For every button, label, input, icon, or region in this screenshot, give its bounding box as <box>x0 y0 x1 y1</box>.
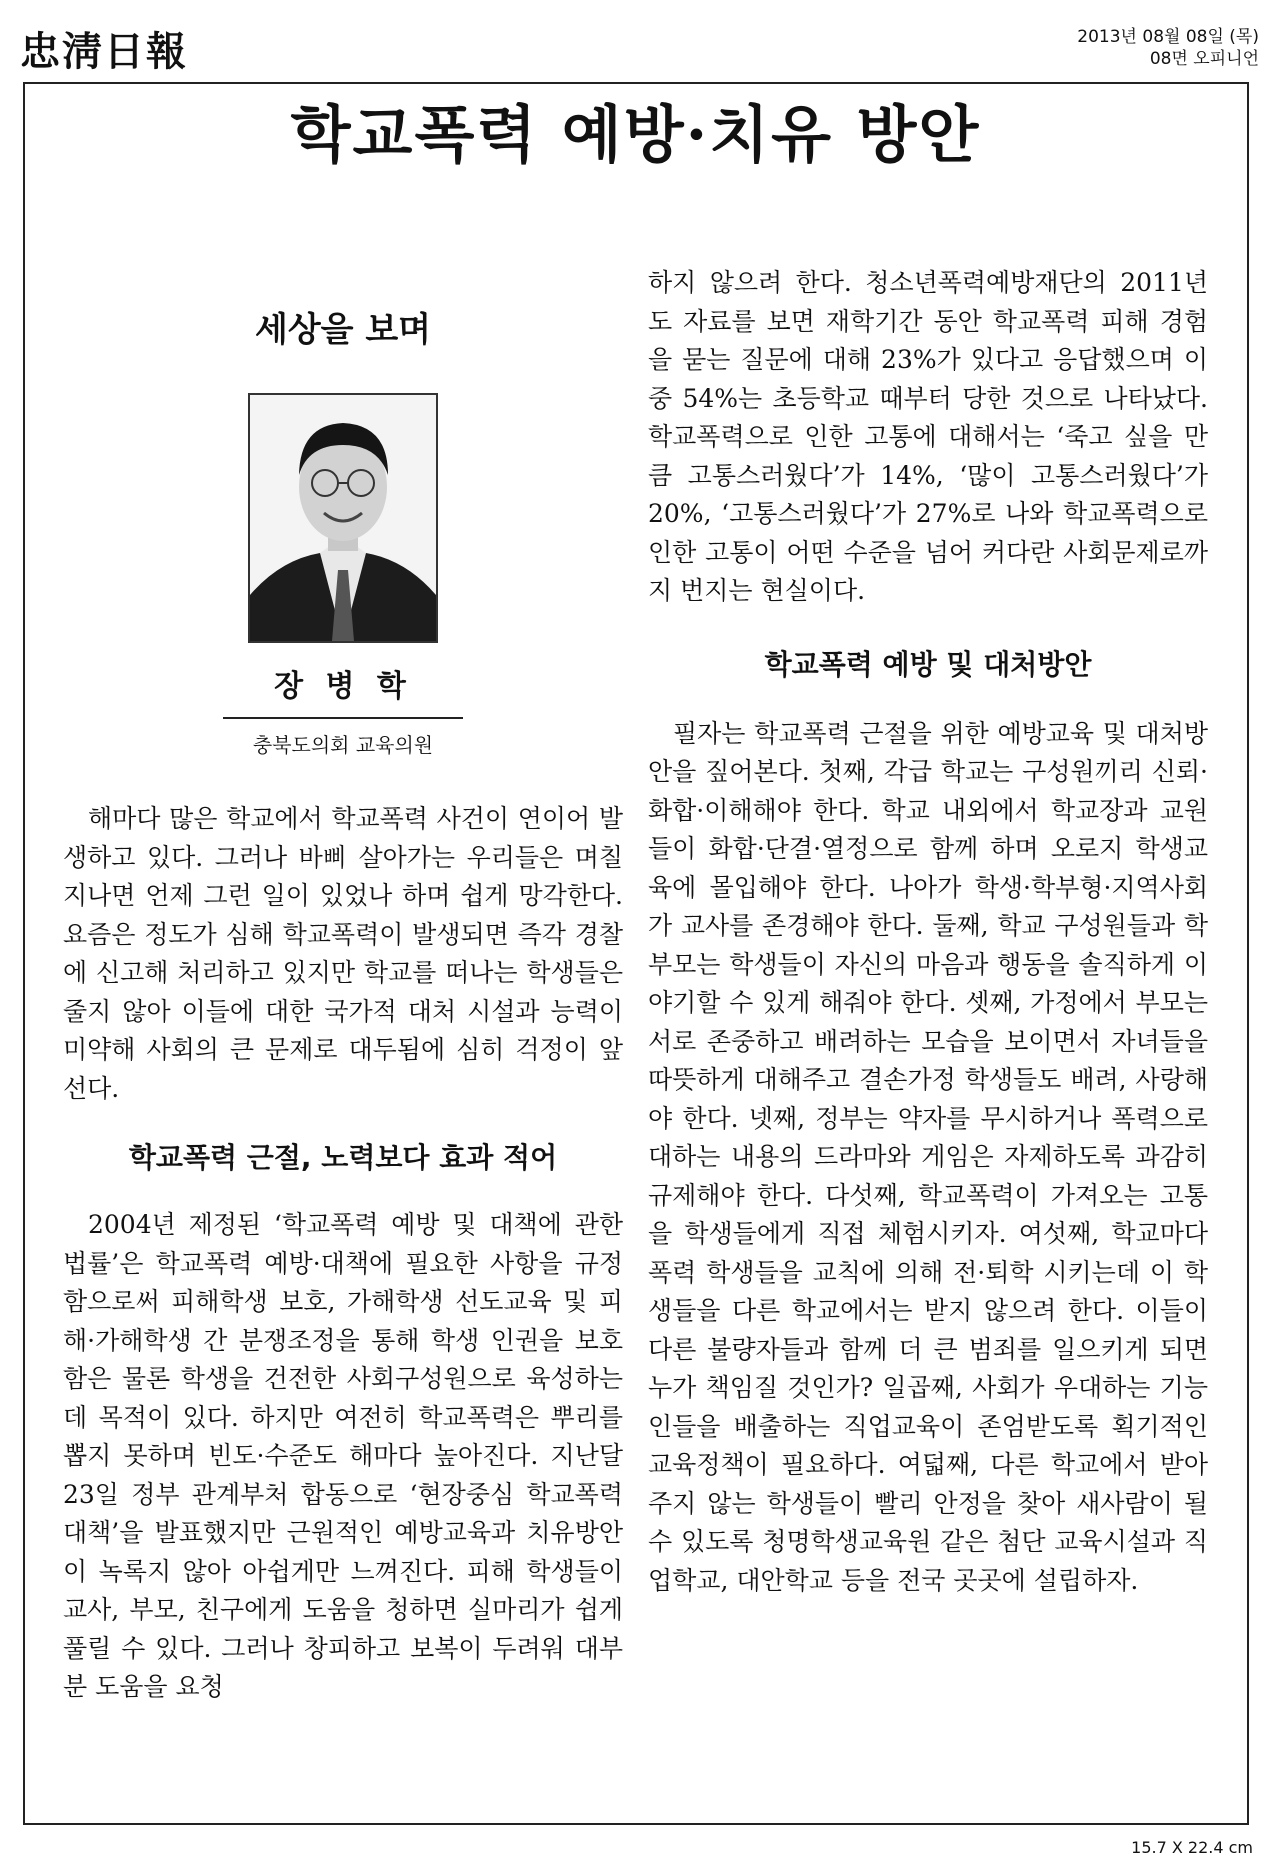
author-portrait-icon <box>250 395 436 641</box>
left-paragraph-2: 2004년 제정된 ‘학교폭력 예방 및 대책에 관한 법률’은 학교폭력 예방·대책에 필요한 사항을 규정함으로써 피해학생 보호, 가해학생 선도교육 및 피해·가해학생 간 분쟁조정을 통해 학생 인권을 보호함은 물론 학생을 건전한 사회구성원으로 육성하는 데 목적이 있다. 하지만 여전히 학교폭력은 뿌리를 뽑지 못하며 빈도·수준도 해마다 높아진다. 지난달 23일 정부 관계부처 합동으로 ‘현장중심 학교폭력대책’을 발표했지만 근원적인 예방교육과 치유방안이 녹록지 않아 아쉽게만 느껴진다. 피해 학생들이 교사, 부모, 친구에게 도움을 청하면 실마리가 쉽게 풀릴 수 있다. 그러나 창피하고 보복이 두려워 대부분 도움을 요청 <box>63 1210 623 1701</box>
byline-divider <box>223 717 463 719</box>
right-subheading: 학교폭력 예방 및 대처방안 <box>764 647 1092 681</box>
author-photo <box>248 393 438 643</box>
right-paragraph-2: 필자는 학교폭력 근절을 위한 예방교육 및 대처방안을 짚어본다. 첫째, 각급 학교는 구성원끼리 신뢰·화합·이해해야 한다. 학교 내외에서 학교장과 교원들이 화합·단결·열정으로 함께 하며 오로지 학생교육에 몰입해야 한다. 나아가 학생·학부형·지역사회가 교사를 존경해야 한다. 둘째, 학교 구성원들과 학부모는 학생들이 자신의 마음과 행동을 솔직하게 이야기할 수 있게 해줘야 한다. 셋째, 가정에서 부모는 서로 존중하고 배려하는 모습을 보이면서 자녀들을 따뜻하게 대해주고 결손가정 학생들도 배려, 사랑해야 한다. 넷째, 정부는 약자를 무시하거나 폭력으로 대하는 내용의 드라마와 게임은 자제하도록 과감히 규제해야 한다. 다섯째, 학교폭력이 가져오는 고통을 학생들에게 직접 체험시키자. 여섯째, 학교마다 폭력 학생들을 교칙에 의해 전·퇴학 시키는데 이 학생들을 다른 학교에서는 받지 않으려 한다. 이들이 다른 불량자들과 함께 더 큰 범죄를 일으키게 되면 누가 책임질 것인가? 일곱째, 사회가 우대하는 기능인들을 배출하는 직업교육이 존엄받도록 획기적인 교육정책이 필요하다. 여덟째, 다른 학교에서 받아주지 않는 학생들이 빨리 안정을 찾아 새사람이 될 수 있도록 청명학생교육원 같은 첨단 교육시설과 직업학교, 대안학교 등을 전국 곳곳에 설립하자. <box>648 718 1208 1595</box>
column-series-title: 세상을 보며 <box>254 310 432 350</box>
left-column <box>63 300 623 1707</box>
clipping-size: 15.7 X 22.4 cm <box>1131 1838 1253 1857</box>
left-paragraph-1: 해마다 많은 학교에서 학교폭력 사건이 연이어 발생하고 있다. 그러나 바삐 살아가는 우리들은 며칠 지나면 언제 그런 일이 있었나 하며 쉽게 망각한다. 요즘은 정도가 심해 학교폭력이 발생되면 즉각 경찰에 신고해 처리하고 있지만 학교를 떠나는 학생들은 줄지 않아 이들에 대한 국가적 대처 시설과 능력이 미약해 사회의 큰 문제로 대두됨에 심히 걱정이 앞선다. <box>63 804 623 1103</box>
issue-info <box>1077 26 1259 70</box>
right-paragraph-1: 하지 않으려 한다. 청소년폭력예방재단의 2011년도 자료를 보면 재학기간 동안 학교폭력 피해 경험을 묻는 질문에 대해 23%가 있다고 응답했으며 이 중 54%는 초등학교 때부터 당한 것으로 나타났다. 학교폭력으로 인한 고통에 대해서는 ‘죽고 싶을 만큼 고통스러웠다’가 14%, ‘많이 고통스러웠다’가 20%, ‘고통스러웠다’가 27%로 나와 학교폭력으로 인한 고통이 어떤 수준을 넘어 커다란 사회문제로까지 번지는 현실이다. <box>648 268 1208 605</box>
article-headline: 학교폭력 예방·치유 방안 <box>290 98 981 171</box>
left-subheading: 학교폭력 근절, 노력보다 효과 적어 <box>128 1141 558 1174</box>
issue-date: 2013년 08월 08일 (목) <box>1077 27 1259 47</box>
issue-section: 08면 오피니언 <box>1149 49 1259 69</box>
author-name: 장 병 학 <box>274 669 412 704</box>
right-column <box>648 268 1208 1600</box>
newspaper-masthead: 忠淸日報 <box>20 28 188 75</box>
author-title: 충북도의회 교육의원 <box>252 733 434 757</box>
